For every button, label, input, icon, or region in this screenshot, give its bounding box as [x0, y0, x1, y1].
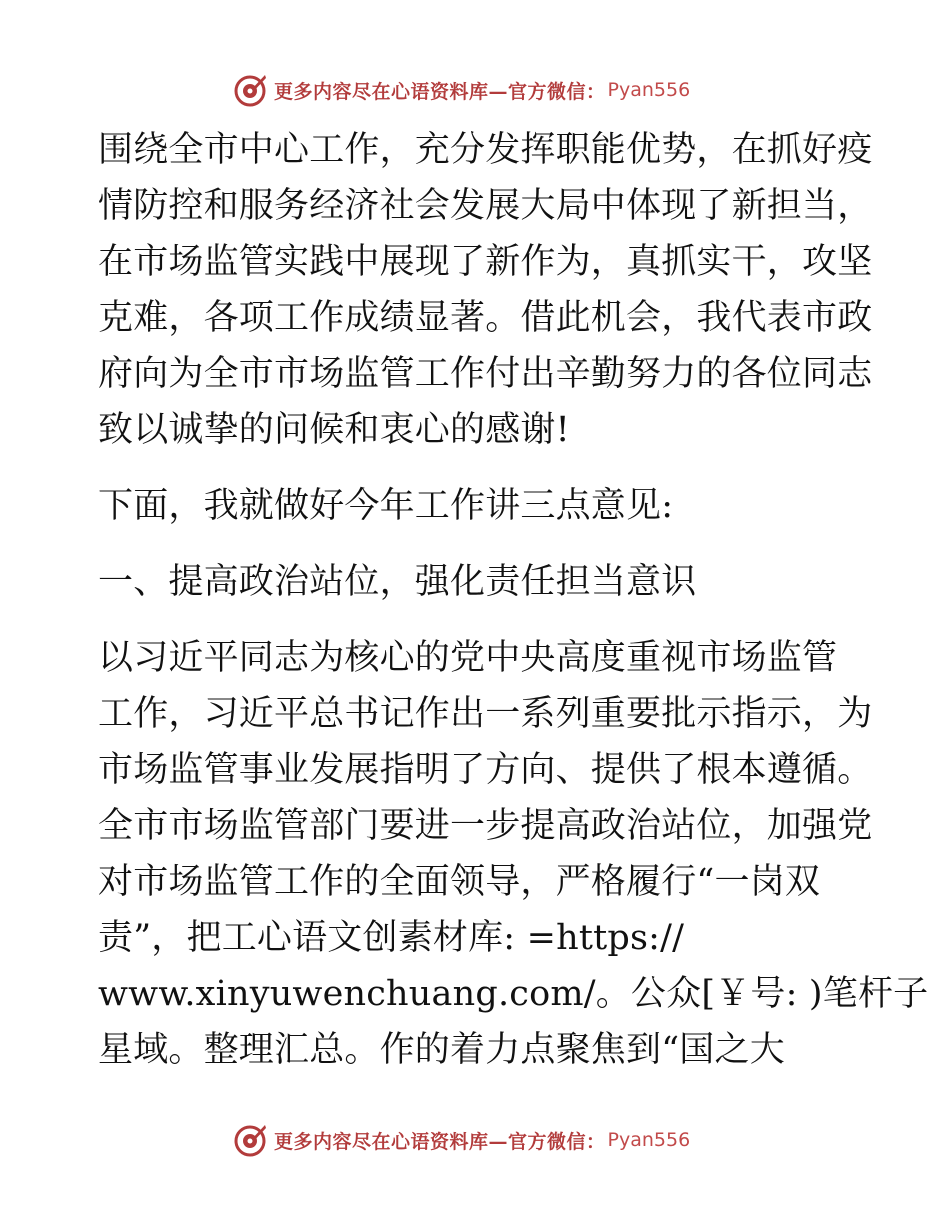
- document-body: [98, 122, 929, 1078]
- body-line: 情防控和服务经济社会发展大局中体现了新担当，: [98, 186, 873, 226]
- pen-logo-icon: [232, 1122, 268, 1158]
- watermark-slogan: 更多内容尽在心语资料库—官方微信：: [274, 80, 606, 103]
- body-line: 下面，我就做好今年工作讲三点意见:: [98, 486, 674, 526]
- watermark-contact: Pyan556: [607, 79, 691, 101]
- body-line: www.xinyuwenchuang.com/。公众[￥号: )笔杆子: [98, 974, 929, 1014]
- body-line: 对市场监管工作的全面领导，严格履行“一岗双: [98, 862, 821, 902]
- watermark-slogan: 更多内容尽在心语资料库—官方微信：: [274, 1130, 606, 1153]
- body-line: 星域。整理汇总。作的着力点聚焦到“国之大: [98, 1030, 785, 1070]
- section-heading: 一、提高政治站位，强化责任担当意识: [98, 562, 697, 602]
- body-line: 克难，各项工作成绩显著。借此机会，我代表市政: [98, 298, 873, 338]
- body-line: 府向为全市市场监管工作付出辛勤努力的各位同志: [98, 354, 873, 394]
- watermark-contact: Pyan556: [607, 1129, 691, 1151]
- body-line: 工作，习近平总书记作出一系列重要批示指示，为: [98, 694, 873, 734]
- body-line: 全市市场监管部门要进一步提高政治站位，加强党: [98, 806, 873, 846]
- footer-watermark: [232, 1120, 690, 1160]
- body-line: 以习近平同志为核心的党中央高度重视市场监管: [98, 638, 838, 678]
- body-line: 在市场监管实践中展现了新作为，真抓实干，攻坚: [98, 242, 873, 282]
- body-line: 致以诚挚的问候和衷心的感谢!: [98, 410, 570, 450]
- header-watermark: [232, 70, 690, 110]
- pen-logo-icon: [232, 72, 268, 108]
- body-line: 市场监管事业发展指明了方向、提供了根本遵循。: [98, 750, 873, 790]
- body-line: 围绕全市中心工作，充分发挥职能优势，在抓好疫: [98, 130, 873, 170]
- body-line: 责”，把工心语文创素材库: =https://: [98, 918, 685, 958]
